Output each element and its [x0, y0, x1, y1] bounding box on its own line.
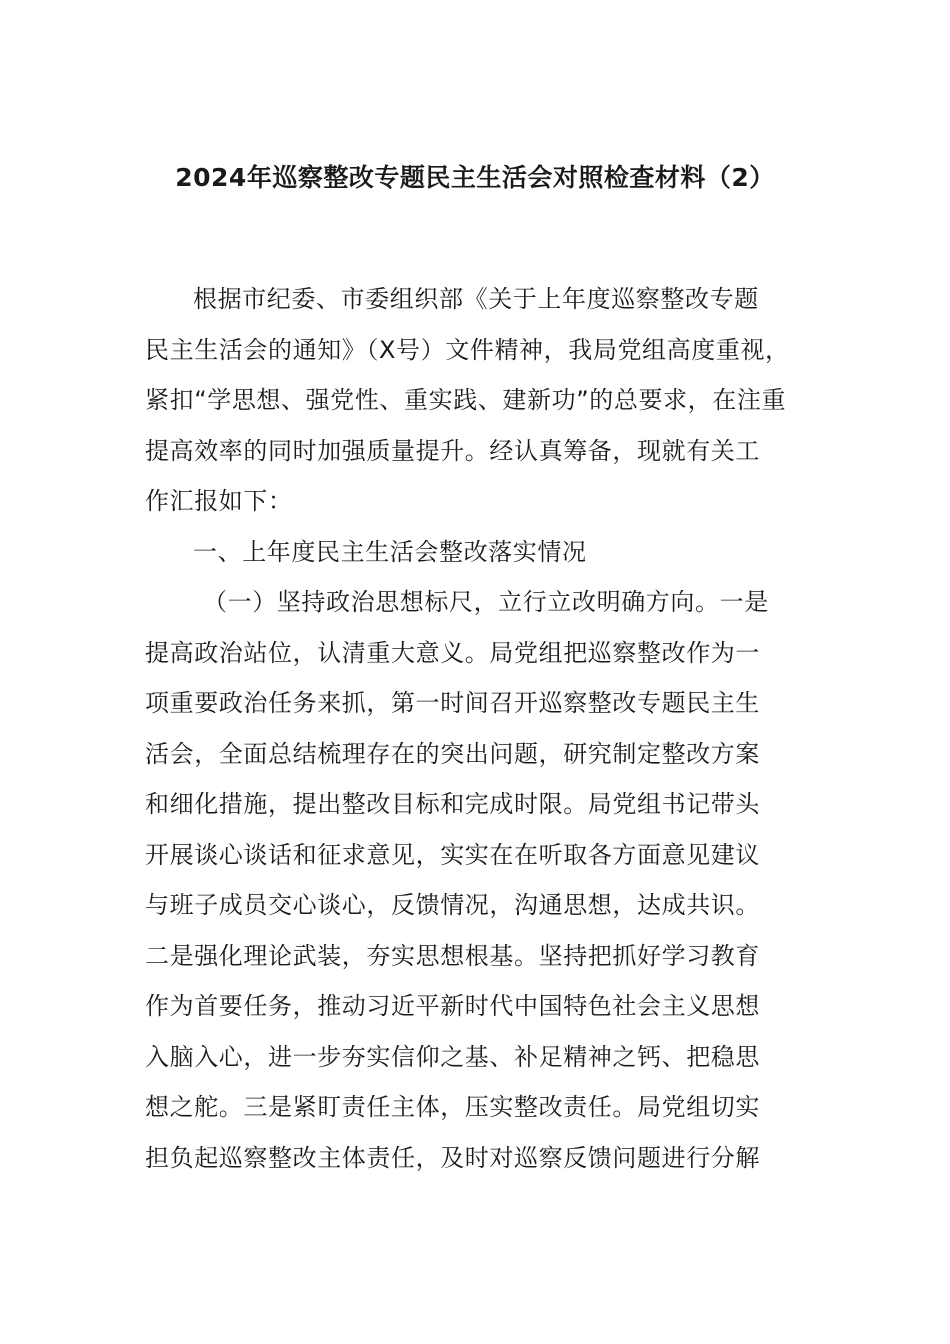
- paragraph-line: （一）坚持政治思想标尺，立行立改明确方向。一是: [203, 588, 769, 616]
- paragraph-line: 作为首要任务，推动习近平新时代中国特色社会主义思想: [145, 992, 760, 1020]
- paragraph-line: 提高政治站位，认清重大意义。局党组把巡察整改作为一: [145, 638, 760, 667]
- section-heading: 一、上年度民主生活会整改落实情况: [193, 537, 587, 566]
- paragraph-line: 二是强化理论武装，夯实思想根基。坚持把抓好学习教育: [145, 941, 760, 970]
- paragraph-line: 根据市纪委、市委组织部《关于上年度巡察整改专题: [193, 285, 759, 313]
- paragraph-line: 作汇报如下：: [145, 487, 293, 515]
- document-title: 2024年巡察整改专题民主生活会对照检查材料（2）: [175, 163, 775, 192]
- paragraph-line: 提高效率的同时加强质量提升。经认真筹备，现就有关工: [145, 436, 760, 465]
- paragraph-line: 和细化措施，提出整改目标和完成时限。局党组书记带头: [145, 790, 760, 818]
- paragraph-line: 紧扣“学思想、强党性、重实践、建新功”的总要求，在注重: [145, 386, 787, 414]
- document-body: [145, 274, 845, 1183]
- paragraph-line: 活会，全面总结梳理存在的突出问题，研究制定整改方案: [145, 739, 760, 768]
- paragraph-line: 与班子成员交心谈心，反馈情况，沟通思想，达成共识。: [145, 891, 760, 919]
- paragraph-line: 项重要政治任务来抓，第一时间召开巡察整改专题民主生: [145, 689, 760, 717]
- paragraph-line: 担负起巡察整改主体责任，及时对巡察反馈问题进行分解: [145, 1143, 760, 1172]
- paragraph-line: 想之舵。三是紧盯责任主体，压实整改责任。局党组切实: [145, 1093, 760, 1121]
- paragraph-line: 开展谈心谈话和征求意见，实实在在听取各方面意见建议: [145, 840, 760, 869]
- paragraph-line: 民主生活会的通知》（X号）文件精神，我局党组高度重视，: [145, 335, 790, 364]
- paragraph-line: 入脑入心，进一步夯实信仰之基、补足精神之钙、把稳思: [145, 1042, 760, 1071]
